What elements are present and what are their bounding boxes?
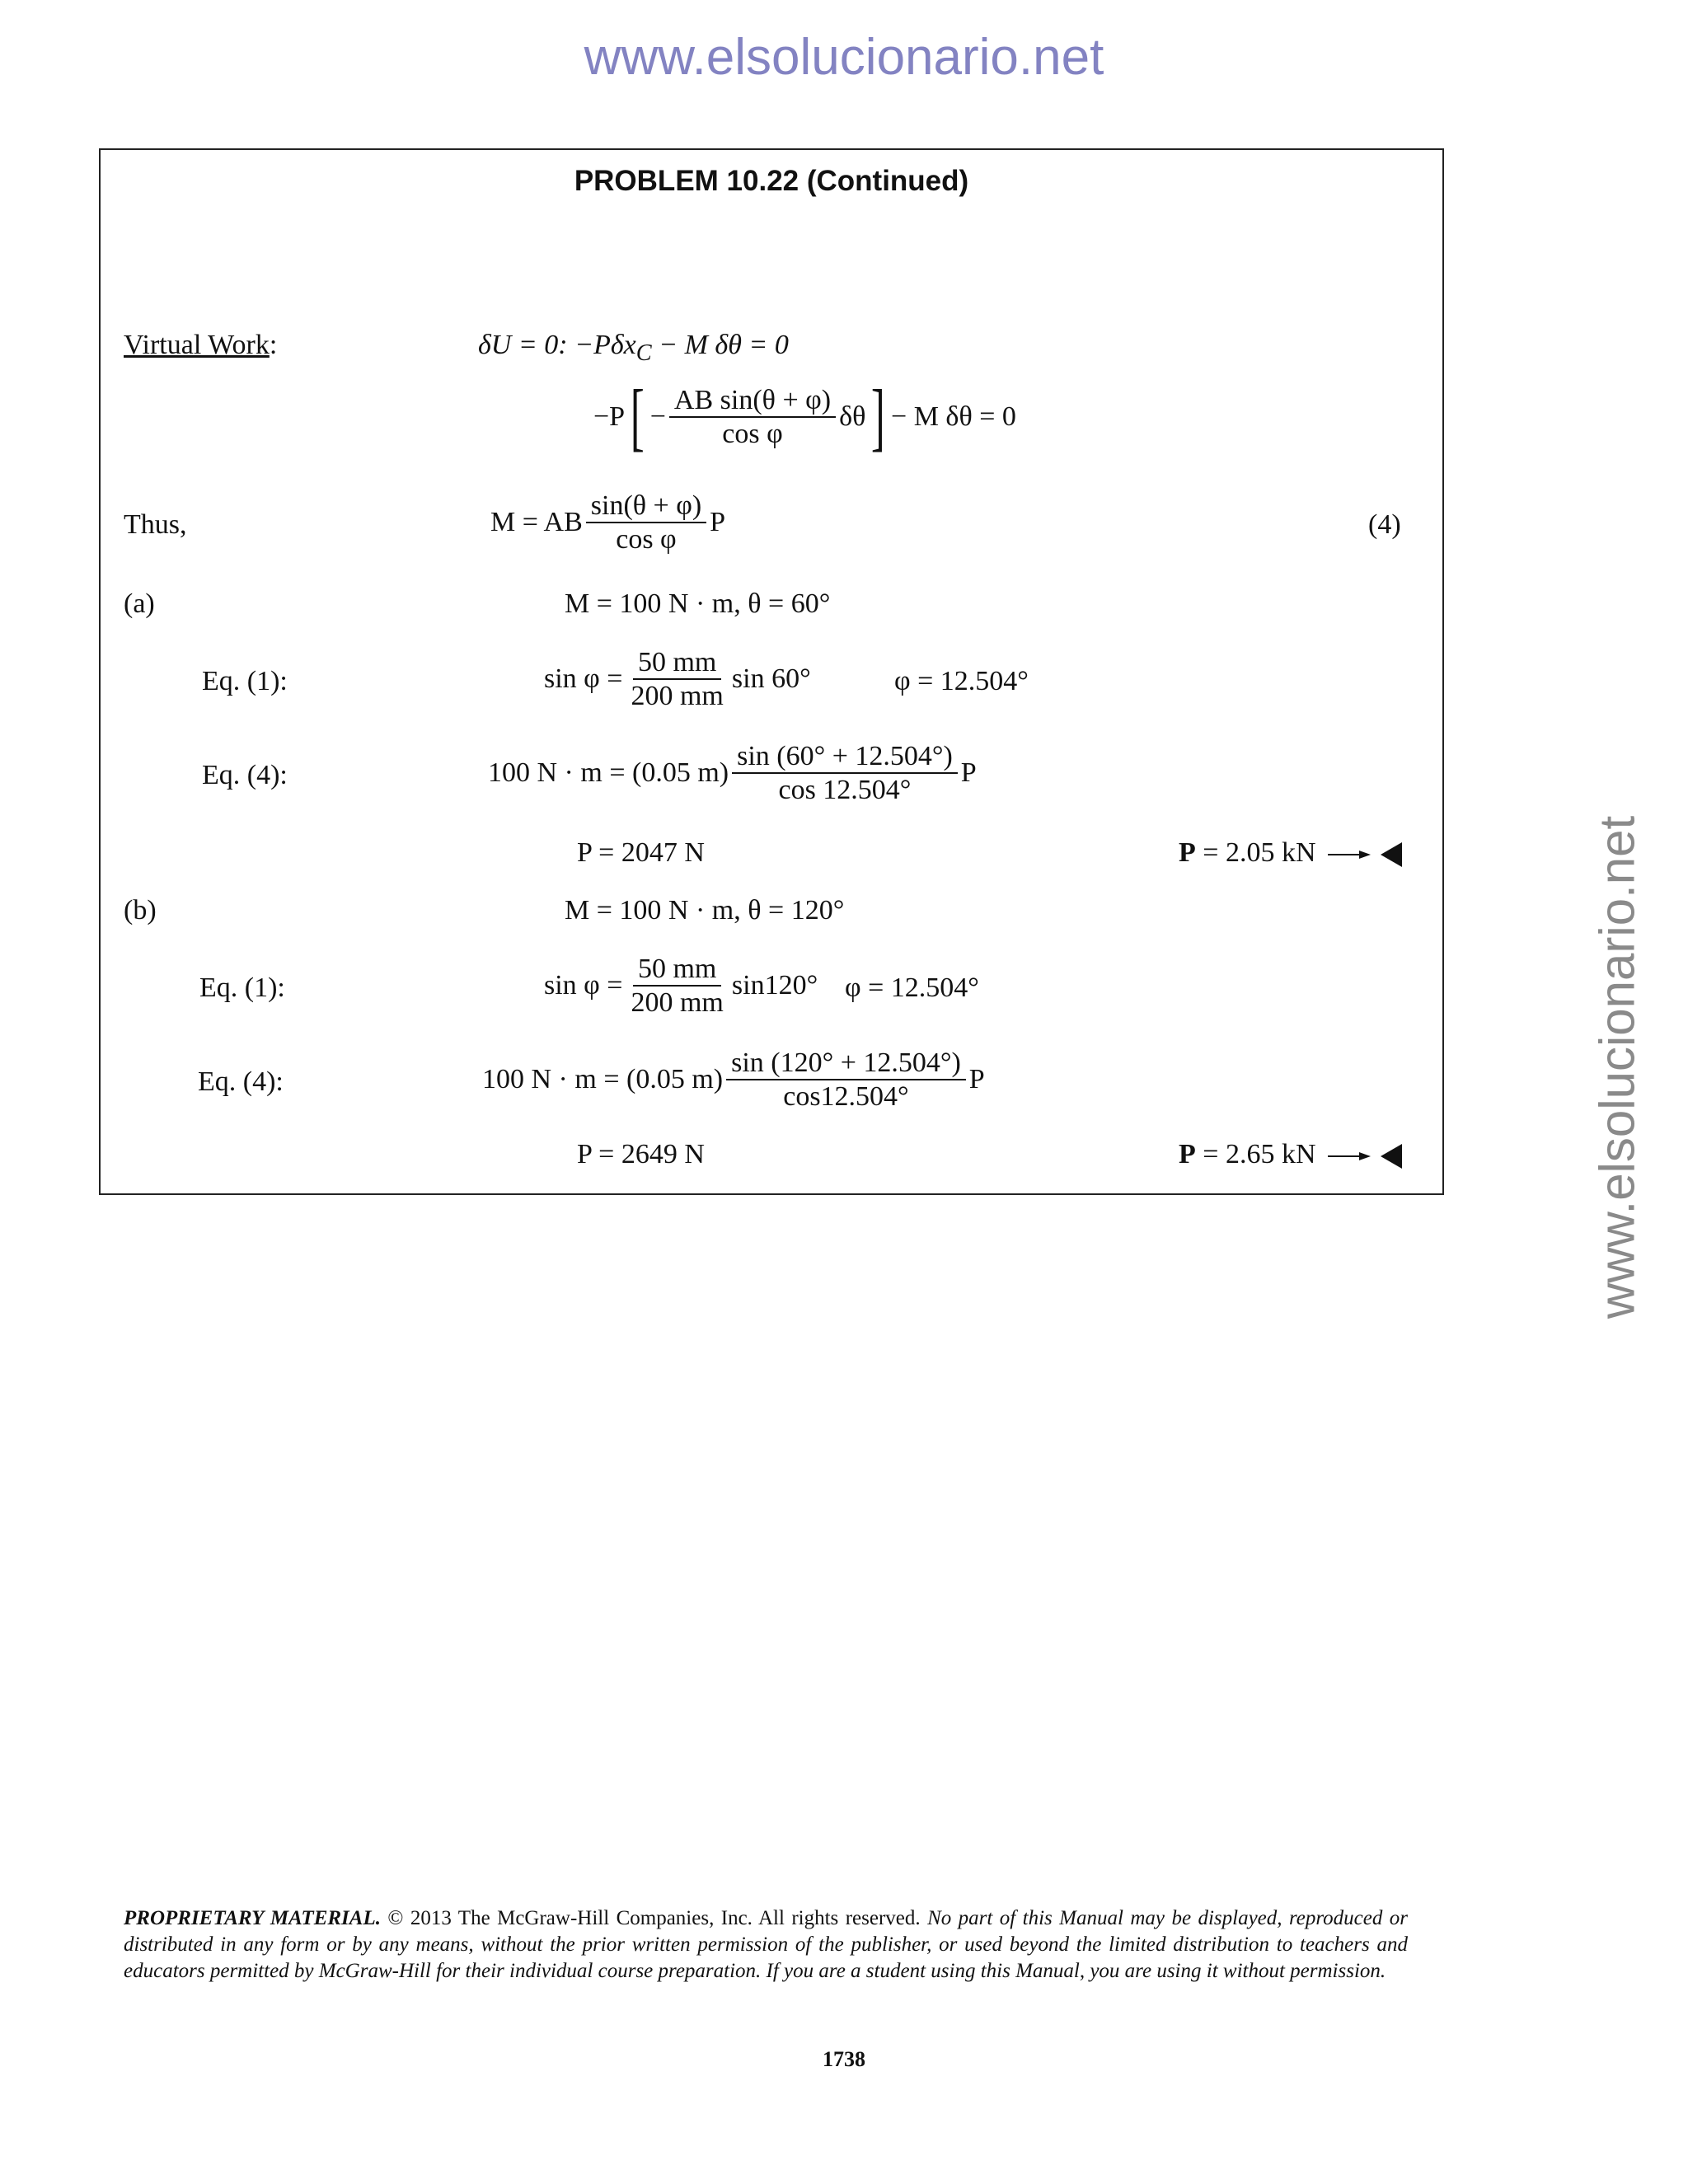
force-arrow-icon xyxy=(1328,1151,1371,1162)
answer-marker-icon xyxy=(1381,1144,1402,1169)
part-a-result: P = 2047 N xyxy=(577,837,705,868)
part-a-eq4-label: Eq. (4): xyxy=(202,760,288,790)
watermark-side: www.elsolucionario.net xyxy=(1589,815,1645,1319)
problem-title: PROBLEM 10.22 (Continued) xyxy=(574,165,969,197)
part-b-eq4: 100 N · m = (0.05 m) $\frac{\sin (120^\circ + 12.504^\circ)}{\cos 12.504^\circ}$ P xyxy=(482,1047,985,1113)
equation-number-4: (4) xyxy=(1368,509,1401,540)
part-a-phi-result: φ = 12.504° xyxy=(894,666,1029,696)
part-b-answer: P = 2.65 kN xyxy=(1179,1139,1402,1170)
thus-equation: M = AB $\frac{\sin(\theta + \varphi)}{\text{cos φ}}$ P xyxy=(490,490,726,555)
virtual-work-eq2: −P [ − $\frac{\text{AB sin(θ + φ)}}{\text{cos φ}}$ δθ ] − M δθ = 0 xyxy=(593,374,1016,459)
virtual-work-eq1: δU = 0: −Pδx$_C$ − M δθ = 0 xyxy=(478,330,789,366)
part-b-given: M = 100 N · m, θ = 120° xyxy=(565,895,845,926)
part-b-eq4-label: Eq. (4): xyxy=(198,1066,284,1097)
watermark-top[interactable]: www.elsolucionario.net xyxy=(584,29,1104,86)
virtual-work-label: Virtual Work: xyxy=(124,330,278,360)
part-b-label: (b) xyxy=(124,895,157,926)
part-a-eq1: sin φ = $\frac{50 mm}{200 mm}$ sin 60° xyxy=(544,647,811,712)
part-a-label: (a) xyxy=(124,588,155,619)
answer-marker-icon xyxy=(1381,842,1402,867)
part-a-given: M = 100 N · m, θ = 60° xyxy=(565,588,831,619)
part-b-result: P = 2649 N xyxy=(577,1139,705,1169)
part-a-answer: P = 2.05 kN xyxy=(1179,837,1402,869)
part-a-eq4: 100 N · m = (0.05 m) $\frac{\sin (60^\circ + 12.504^\circ)}{\cos 12.504^\circ}$ P xyxy=(488,741,977,806)
part-b-phi-result: φ = 12.504° xyxy=(845,972,979,1003)
force-arrow-icon xyxy=(1328,849,1371,860)
page-number: 1738 xyxy=(823,2047,865,2071)
part-a-eq1-label: Eq. (1): xyxy=(202,666,288,696)
copyright-notice: PROPRIETARY MATERIAL. © 2013 The McGraw-Hill Companies, Inc. All rights reserved. No part of this Manual may be displayed, reproduced or distributed in any form or by any means, without the prior written permission of the publisher, or used beyond the limited distribution to teachers and educators permitted by McGraw-Hill for their individual course preparation. If you are a student using this Manual, you are using it without permission. xyxy=(124,1907,1408,1982)
part-b-eq1: sin φ = $\frac{50 mm}{200 mm}$ sin120° xyxy=(544,954,818,1019)
thus-label: Thus, xyxy=(124,509,187,540)
part-b-eq1-label: Eq. (1): xyxy=(199,972,285,1003)
